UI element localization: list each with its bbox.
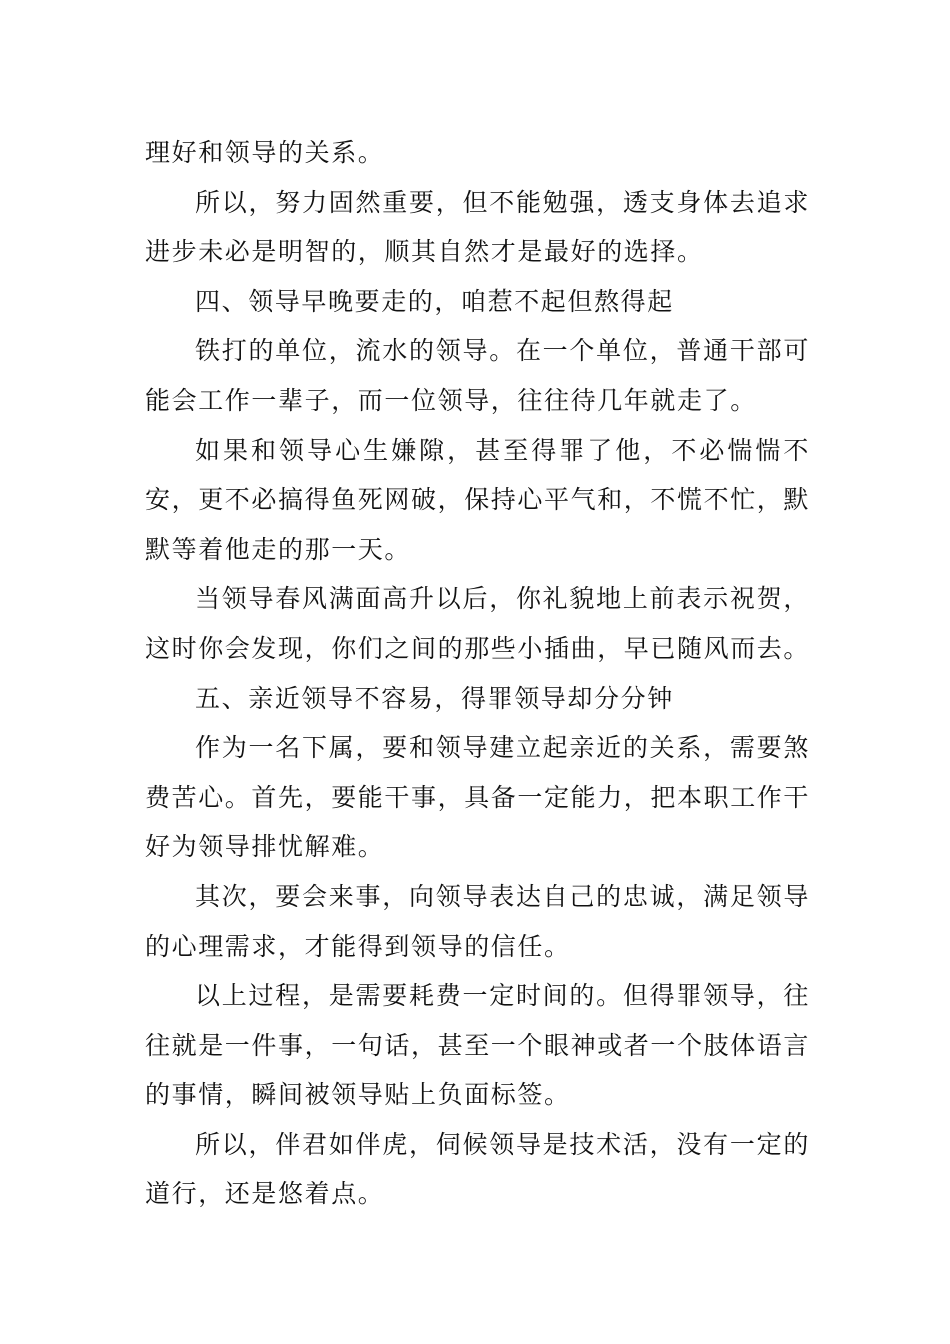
section-heading-4: 四、领导早晚要走的，咱惹不起但熬得起 bbox=[195, 286, 674, 316]
section-heading-5: 五、亲近领导不容易，得罪领导却分分钟 bbox=[195, 683, 674, 713]
paragraph-continuation: 理好和领导的关系。 bbox=[145, 138, 385, 167]
paragraph: 如果和领导心生嫌隙，甚至得罪了他，不必惴惴不安，更不必搞得鱼死网破，保持心平气和，不慌不忙，默默等着他走的那一天。 bbox=[145, 435, 811, 564]
paragraph: 其次，要会来事，向领导表达自己的忠诚，满足领导的心理需求，才能得到领导的信任。 bbox=[145, 881, 810, 961]
paragraph: 所以，伴君如伴虎，伺候领导是技术活，没有一定的道行，还是悠着点。 bbox=[145, 1129, 810, 1209]
paragraph: 以上过程，是需要耗费一定时间的。但得罪领导，往往就是一件事，一句话，甚至一个眼神或者一个肢体语言的事情，瞬间被领导贴上负面标签。 bbox=[145, 981, 811, 1110]
document-body bbox=[145, 128, 810, 1219]
paragraph: 当领导春风满面高升以后，你礼貌地上前表示祝贺，这时你会发现，你们之间的那些小插曲，早已随风而去。 bbox=[145, 584, 811, 663]
paragraph: 铁打的单位，流水的领导。在一个单位，普通干部可能会工作一辈子，而一位领导，往往待几年就走了。 bbox=[145, 336, 810, 415]
paragraph: 作为一名下属，要和领导建立起亲近的关系，需要煞费苦心。首先，要能干事，具备一定能力，把本职工作干好为领导排忧解难。 bbox=[145, 733, 811, 862]
paragraph: 所以，努力固然重要，但不能勉强，透支身体去追求进步未必是明智的，顺其自然才是最好的选择。 bbox=[145, 187, 810, 267]
